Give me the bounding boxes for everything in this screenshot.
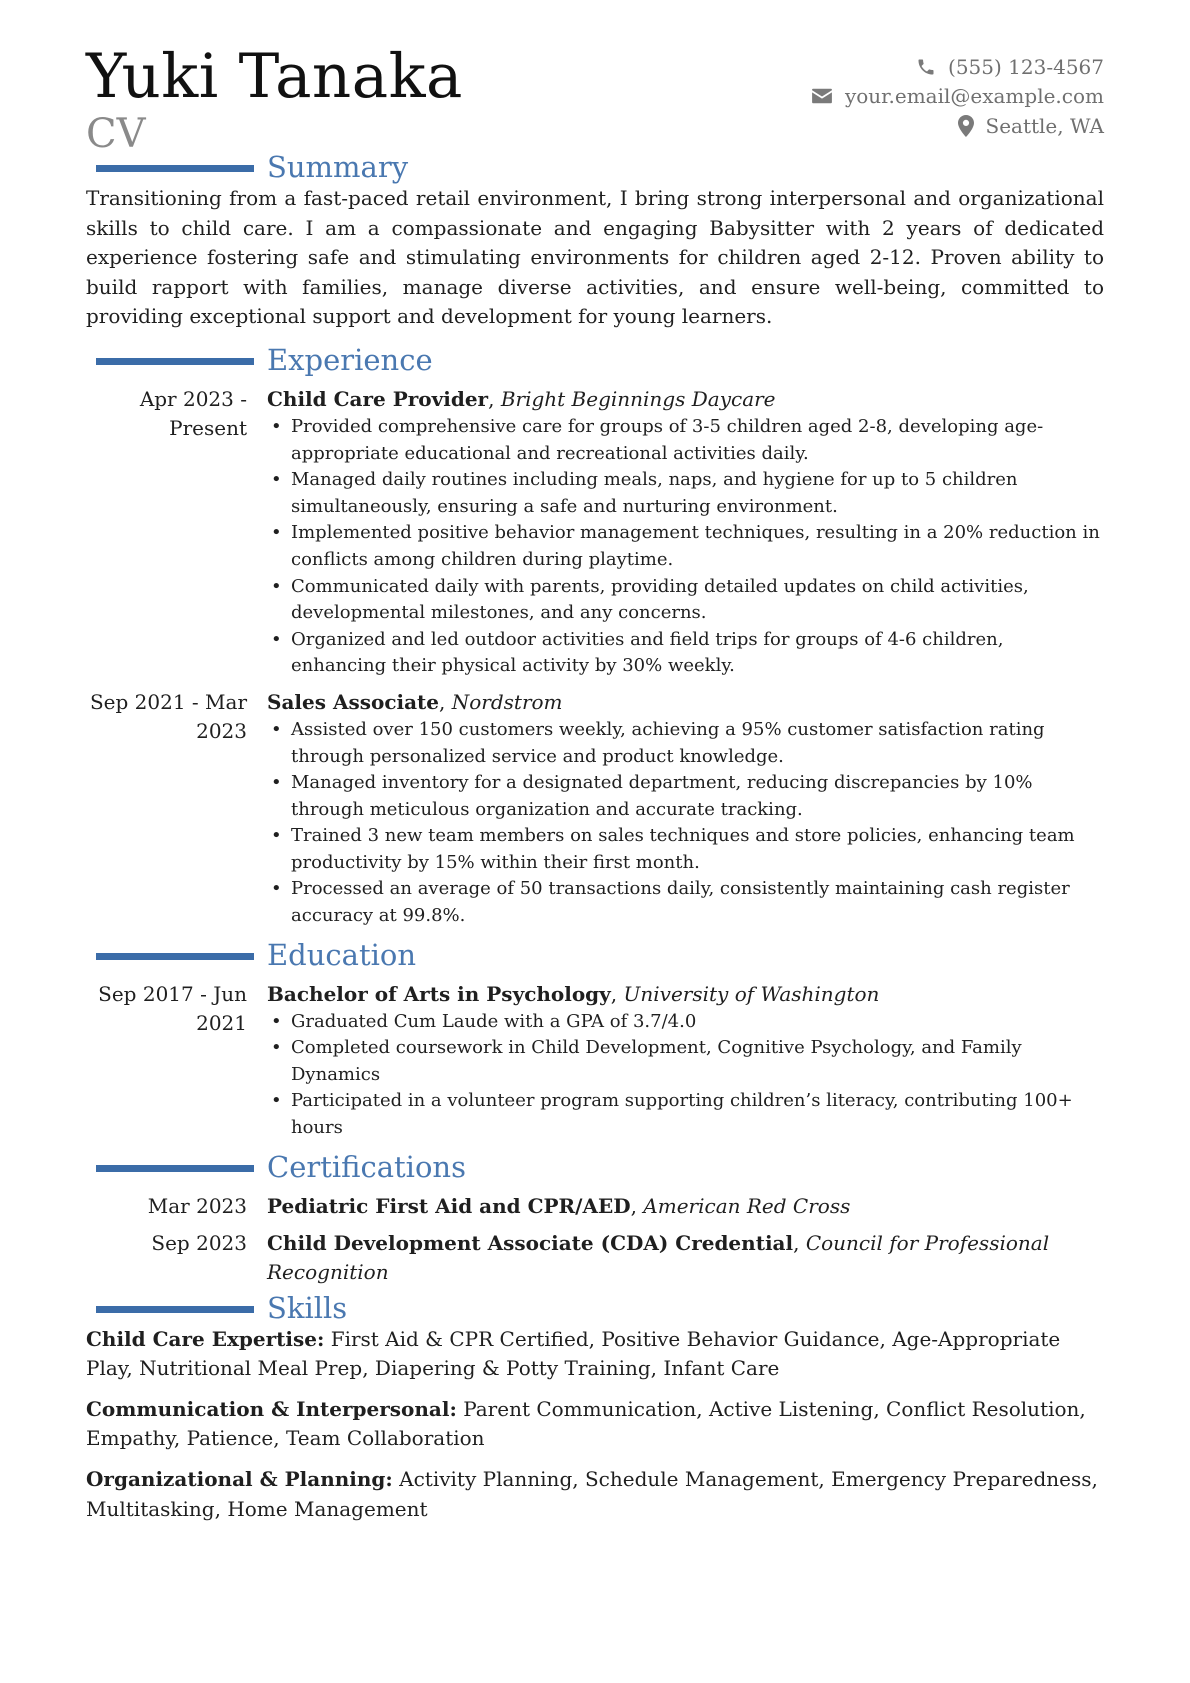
section-accent-bar	[96, 1165, 254, 1172]
section-title: Summary	[267, 150, 409, 184]
entry-title: Bachelor of Arts in Psychology, University of Washington	[267, 981, 880, 1006]
entry-title: Child Development Associate (CDA) Credential, Council for Professional Recognition	[267, 1230, 1050, 1284]
contact-email	[811, 82, 1104, 112]
list-item: • Assisted over 150 customers weekly, achieving a 95% customer satisfaction rating through personalized service and product knowledge.	[267, 717, 1104, 770]
email-address[interactable]: your.email@example.com	[844, 84, 1104, 109]
map-pin-icon	[958, 115, 974, 137]
section-education-heading	[86, 938, 1104, 972]
skill-group	[86, 1325, 1104, 1384]
experience-entry	[86, 688, 1104, 930]
list-item: • Completed coursework in Child Development, Cognitive Psychology, and Family Dynamics	[267, 1035, 1104, 1088]
envelope-icon	[811, 87, 833, 105]
phone-icon	[916, 57, 936, 77]
section-title: Certifications	[267, 1149, 466, 1184]
skill-group	[86, 1395, 1104, 1454]
section-summary-heading	[86, 150, 1104, 184]
list-item: • Managed inventory for a designated department, reducing discrepancies by 10% through meticulous organization and accurate tracking.	[267, 770, 1104, 823]
bullet-list	[267, 414, 1104, 680]
skill-group-label: Organizational & Planning:	[86, 1467, 393, 1491]
entry-date	[86, 980, 247, 1142]
job-role: Child Care Provider	[267, 386, 489, 411]
date-start: Apr 2023 -	[139, 386, 247, 411]
skill-group	[86, 1465, 1104, 1524]
entry-title: Pediatric First Aid and CPR/AED, American Red Cross	[267, 1193, 851, 1218]
skill-group-text: Activity Planning, Schedule Management, Emergency Preparedness, Multitasking, Home Management	[86, 1467, 1098, 1521]
cv-header	[86, 0, 1104, 157]
list-item: • Managed daily routines including meals, naps, and hygiene for up to 5 children simultaneously, ensuring a safe and nurturing environment.	[267, 467, 1104, 520]
list-item: • Participated in a volunteer program supporting children’s literacy, contributing 100+ hours	[267, 1088, 1104, 1141]
phone-number: (555) 123-4567	[948, 54, 1104, 79]
skill-group-label: Child Care Expertise:	[86, 1326, 325, 1351]
certification-issuer: Council for Professional Recognition	[267, 1230, 1050, 1284]
list-item: • Organized and led outdoor activities and field trips for groups of 4-6 children, enhancing their physical activity by 30% weekly.	[267, 627, 1104, 680]
degree-name: Bachelor of Arts in Psychology	[267, 981, 611, 1006]
entry-title: Child Care Provider, Bright Beginnings Daycare	[267, 386, 776, 411]
bullet-list	[267, 1009, 1104, 1142]
location-text: Seattle, WA	[985, 113, 1104, 138]
skill-group-text: Parent Communication, Active Listening, Conflict Resolution, Empathy, Patience, Team Collaboration	[86, 1396, 1086, 1451]
contact-location	[811, 111, 1104, 141]
entry-date	[86, 688, 247, 930]
certification-entry	[86, 1229, 1104, 1287]
date-end: 2023	[196, 718, 247, 743]
entry-date: Sep 2023	[151, 1230, 247, 1255]
skill-group-label: Communication & Interpersonal:	[86, 1396, 457, 1421]
school-name: University of Washington	[623, 981, 880, 1006]
experience-entry	[86, 385, 1104, 680]
section-title: Experience	[267, 342, 433, 377]
bullet-list	[267, 717, 1104, 930]
candidate-name: Yuki Tanaka	[86, 41, 463, 112]
list-item: • Implemented positive behavior management techniques, resulting in a 20% reduction in conflicts among children during playtime.	[267, 520, 1104, 573]
entry-body	[267, 688, 1104, 930]
entry-title: Sales Associate, Nordstrom	[267, 689, 563, 714]
education-entry	[86, 980, 1104, 1142]
entry-body	[267, 1192, 1104, 1221]
section-accent-bar	[96, 953, 254, 960]
certification-issuer: American Red Cross	[643, 1193, 851, 1218]
job-org: Nordstrom	[451, 689, 563, 714]
list-item: • Communicated daily with parents, providing detailed updates on child activities, developmental milestones, and any concerns.	[267, 574, 1104, 627]
section-experience-heading	[86, 343, 1104, 377]
summary-text: Transitioning from a fast-paced retail environment, I bring strong interpersonal and organizational skills to child care. I am a compassionate and engaging Babysitter with 2 years of dedicated experience fostering safe and stimulating environments for children aged 2-12. Proven ability to build rapport with families, manage diverse activities, and ensure well-being, committed to providing exceptional support and development for young learners.	[86, 186, 1104, 329]
section-accent-bar	[96, 165, 254, 172]
skill-group-text: First Aid & CPR Certified, Positive Behavior Guidance, Age-Appropriate Play, Nutritional Meal Prep, Diapering & Potty Training, Infant Care	[86, 1326, 1061, 1381]
list-item: • Trained 3 new team members on sales techniques and store policies, enhancing team productivity by 15% within their first month.	[267, 823, 1104, 876]
entry-date: Mar 2023	[147, 1193, 247, 1218]
certification-entry	[86, 1192, 1104, 1221]
contact-block	[811, 52, 1104, 141]
entry-body	[267, 1229, 1104, 1287]
contact-phone	[811, 52, 1104, 82]
list-item: • Processed an average of 50 transactions daily, consistently maintaining cash register accuracy at 99.8%.	[267, 876, 1104, 929]
section-accent-bar	[96, 1306, 254, 1313]
list-item: • Provided comprehensive care for groups of 3-5 children aged 2-8, developing age-appropriate educational and recreational activities daily.	[267, 414, 1104, 467]
date-end: Present	[169, 415, 247, 440]
section-skills-heading	[86, 1291, 1104, 1325]
entry-date	[86, 385, 247, 680]
entry-body	[267, 385, 1104, 680]
section-certifications-heading	[86, 1150, 1104, 1184]
date-start: Sep 2021 - Mar	[89, 689, 247, 714]
certification-name: Pediatric First Aid and CPR/AED	[267, 1193, 631, 1218]
section-title: Education	[267, 937, 417, 972]
document-subtitle: CV	[86, 111, 146, 157]
section-title: Skills	[267, 1290, 348, 1325]
job-org: Bright Beginnings Daycare	[500, 386, 776, 411]
certification-name: Child Development Associate (CDA) Credential	[267, 1230, 794, 1255]
date-end: 2021	[196, 1010, 247, 1035]
date-start: Sep 2017 - Jun	[98, 981, 247, 1006]
job-role: Sales Associate	[267, 689, 440, 714]
entry-body	[267, 980, 1104, 1142]
section-accent-bar	[96, 358, 254, 365]
list-item: • Graduated Cum Laude with a GPA of 3.7/4.0	[267, 1009, 1104, 1036]
